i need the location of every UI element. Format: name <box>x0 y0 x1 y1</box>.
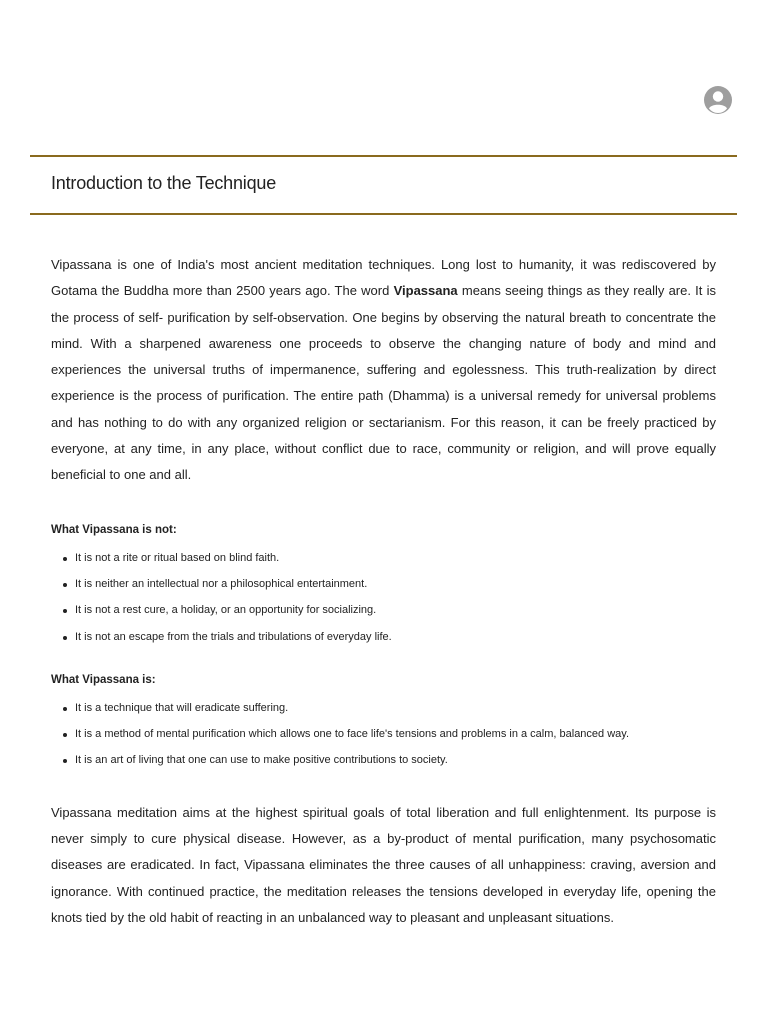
list-item: It is an art of living that one can use to make positive contributions to society. <box>75 747 716 773</box>
closing-paragraph: Vipassana meditation aims at the highest spiritual goals of total liberation and full enlightenment. Its purpose is never simply to cure physical disease. However, as a by-product of mental purification, many psychosomatic diseases are eradicated. In fact, Vipassana eliminates the three causes of all unhappiness: craving, aversion and ignorance. With continued practice, the meditation releases the tensions developed in everyday life, opening the knots tied by the old habit of reacting in an unbalanced way to pleasant and unpleasant situations. <box>51 804 716 925</box>
list-item: It is not a rite or ritual based on blind faith. <box>75 545 716 571</box>
list-item: It is a technique that will eradicate suffering. <box>75 695 716 721</box>
is-not-list <box>51 545 716 650</box>
intro-text-start: Vipassana is one of India's most ancient meditation techniques. Long lost to humanity, it was rediscovered by Gotama the Buddha more than 2500 years ago. The word <box>51 257 716 299</box>
header-top-divider <box>30 155 737 157</box>
intro-bold-term: Vipassana <box>393 283 458 299</box>
list-item: It is neither an intellectual nor a philosophical entertainment. <box>75 571 716 597</box>
page-title: Introduction to the Technique <box>51 173 277 193</box>
article-body <box>51 252 716 931</box>
intro-paragraph <box>51 252 716 489</box>
list-item: It is not an escape from the trials and tribulations of everyday life. <box>75 624 716 650</box>
user-circle-icon[interactable] <box>703 85 733 115</box>
intro-text-end: means seeing things as they really are. It is the process of self- purification by self-observation. One begins by observing the natural breath to concentrate the mind. With a sharpened awareness one proceeds to observe the changing nature of body and mind and experiences the universal truths of impermanence, suffering and egolessness. This truth-realization by direct experience is the process of purification. The entire path (Dhamma) is a universal remedy for universal problems and has nothing to do with any organized religion or sectarianism. For this reason, it can be freely practiced by everyone, at any time, in any place, without conflict due to race, community or religion, and will prove equally beneficial to one and all. <box>51 283 717 483</box>
list-item: It is a method of mental purification which allows one to face life's tensions and problems in a calm, balanced way. <box>75 721 716 747</box>
is-not-heading: What Vipassana is not: <box>51 523 177 536</box>
is-list <box>51 695 716 774</box>
list-item: It is not a rest cure, a holiday, or an opportunity for socializing. <box>75 597 716 623</box>
is-heading: What Vipassana is: <box>51 673 156 686</box>
header-bottom-divider <box>30 213 737 215</box>
